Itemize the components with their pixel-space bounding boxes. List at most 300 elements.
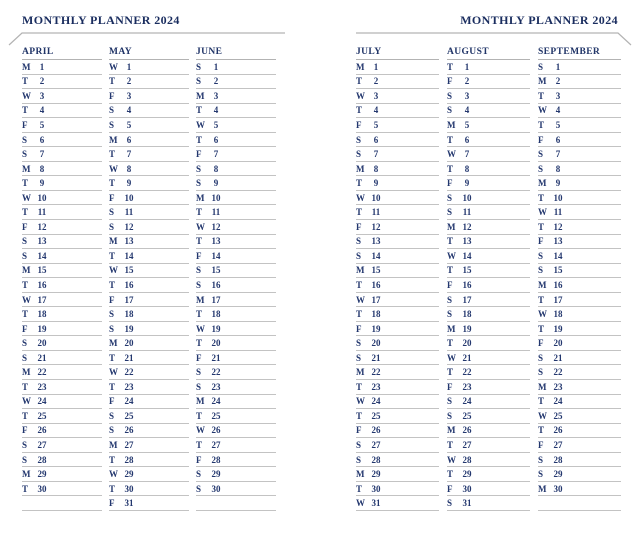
day-number: 22 [211,367,221,378]
day-row [22,395,102,410]
day-letter: S [538,454,544,465]
day-row [109,118,189,133]
day-letter: M [109,236,118,247]
day-letter: W [196,221,205,232]
day-letter: T [356,381,363,392]
day-row [356,307,439,322]
day-row [109,365,189,380]
day-number: 15 [462,265,472,276]
day-number: 18 [371,309,381,320]
day-row [196,322,276,337]
day-number: 9 [213,178,219,189]
day-letter: T [22,207,29,218]
day-row [109,235,189,250]
day-row [538,147,621,162]
day-row [447,60,530,75]
day-number: 10 [211,192,221,203]
day-row [196,336,276,351]
day-row [447,424,530,439]
month-name: SEPTEMBER [538,46,621,60]
day-row [22,409,102,424]
day-number: 17 [462,294,472,305]
day-number: 13 [462,236,472,247]
day-row [356,482,439,497]
day-letter: W [538,207,547,218]
day-number: 8 [555,163,561,174]
day-letter: M [22,367,31,378]
day-row [447,365,530,380]
day-letter: M [22,265,31,276]
month-column-may [109,46,189,511]
day-letter: W [109,265,118,276]
day-row [447,133,530,148]
day-number: 15 [211,265,221,276]
day-number: 10 [124,192,134,203]
day-number: 14 [37,250,47,261]
day-number: 12 [371,221,381,232]
day-letter: F [447,381,453,392]
day-number: 20 [371,338,381,349]
day-row [22,89,102,104]
day-number: 22 [553,367,563,378]
day-row [196,75,276,90]
day-letter: F [196,352,202,363]
day-letter: T [22,381,29,392]
day-row [447,322,530,337]
day-letter: T [22,483,29,494]
day-number: 24 [553,396,563,407]
day-letter: F [356,119,362,130]
day-number: 26 [124,425,134,436]
day-number: 21 [371,352,381,363]
day-number: 8 [464,163,470,174]
day-number: 13 [553,236,563,247]
day-letter: W [196,119,205,130]
day-number: 30 [371,483,381,494]
day-row [447,467,530,482]
day-letter: W [447,454,456,465]
day-row [196,249,276,264]
day-row [196,293,276,308]
day-row [196,89,276,104]
month-column-april [22,46,102,511]
day-letter: S [22,236,28,247]
day-letter: W [538,105,547,116]
day-number: 15 [37,265,47,276]
day-row [447,351,530,366]
day-number: 19 [462,323,472,334]
day-row [356,264,439,279]
page-title-right: MONTHLY PLANNER 2024 [460,13,618,27]
day-row [22,278,102,293]
day-row [22,380,102,395]
day-number: 25 [462,410,472,421]
day-number: 9 [373,178,379,189]
month-name: APRIL [22,46,102,60]
day-letter: M [538,381,547,392]
day-number: 28 [553,454,563,465]
day-number: 23 [462,381,472,392]
day-number: 24 [462,396,472,407]
day-number: 20 [462,338,472,349]
day-letter: S [22,439,28,450]
day-row [538,322,621,337]
day-row [22,75,102,90]
day-row [538,176,621,191]
day-row [538,293,621,308]
day-number: 7 [213,149,219,160]
day-row [22,118,102,133]
day-letter: S [196,279,202,290]
day-row [447,104,530,119]
day-row [356,176,439,191]
day-letter: S [196,163,202,174]
day-number: 7 [464,149,470,160]
day-number: 6 [213,134,219,145]
day-letter: S [538,265,544,276]
day-number: 22 [462,367,472,378]
day-letter: T [109,76,116,87]
day-row [22,220,102,235]
day-number: 13 [37,236,47,247]
day-letter: F [109,498,115,509]
day-number: 10 [553,192,563,203]
day-number: 28 [124,454,134,465]
day-letter: W [22,396,31,407]
day-row [196,453,276,468]
day-letter: F [447,483,453,494]
day-row [22,191,102,206]
day-row [196,409,276,424]
day-row [538,424,621,439]
day-number: 1 [464,61,470,72]
day-number: 29 [211,469,221,480]
day-row [356,89,439,104]
day-letter: T [109,250,116,261]
day-row [538,220,621,235]
day-letter: W [109,163,118,174]
day-row [447,453,530,468]
day-row [447,496,530,511]
day-row [356,118,439,133]
day-letter: F [356,221,362,232]
day-number: 18 [124,309,134,320]
day-number: 26 [371,425,381,436]
day-row [109,293,189,308]
day-number: 4 [464,105,470,116]
day-row [356,162,439,177]
day-letter: W [109,367,118,378]
day-number: 5 [126,119,132,130]
day-row [538,162,621,177]
day-letter: M [196,90,205,101]
day-row [196,351,276,366]
day-number: 28 [462,454,472,465]
day-number: 30 [37,483,47,494]
day-number: 3 [464,90,470,101]
day-row [356,409,439,424]
day-row [447,409,530,424]
day-row [22,438,102,453]
day-number: 14 [462,250,472,261]
day-letter: M [538,178,547,189]
day-row [109,482,189,497]
day-number: 23 [37,381,47,392]
day-number: 12 [37,221,47,232]
day-row [109,307,189,322]
day-letter: T [356,410,363,421]
day-row [447,380,530,395]
day-letter: S [538,367,544,378]
day-number: 21 [462,352,472,363]
day-row [196,104,276,119]
day-letter: W [447,250,456,261]
day-number: 19 [553,323,563,334]
page-title-left: MONTHLY PLANNER 2024 [22,13,180,27]
day-row [538,235,621,250]
day-letter: T [109,352,116,363]
day-row [447,89,530,104]
day-row [196,176,276,191]
day-letter: S [447,498,453,509]
day-letter: W [22,294,31,305]
day-letter: T [538,425,545,436]
day-row [109,336,189,351]
day-row [538,467,621,482]
day-letter: M [22,61,31,72]
day-row [356,322,439,337]
day-letter: T [538,119,545,130]
day-number: 10 [37,192,47,203]
day-letter: S [109,410,115,421]
day-letter: S [447,90,453,101]
day-letter: T [538,396,545,407]
day-number: 27 [553,439,563,450]
day-number: 2 [213,76,219,87]
day-number: 18 [211,309,221,320]
day-row [538,482,621,497]
day-number: 30 [553,483,563,494]
day-number: 7 [126,149,132,160]
day-row [22,205,102,220]
day-number: 27 [124,439,134,450]
day-row [538,60,621,75]
day-letter: W [538,410,547,421]
day-letter: F [538,338,544,349]
day-letter: M [196,294,205,305]
day-number: 18 [553,309,563,320]
day-number: 1 [39,61,45,72]
day-number: 19 [37,323,47,334]
day-row [22,453,102,468]
day-number: 23 [211,381,221,392]
day-letter: T [447,265,454,276]
day-letter: S [22,250,28,261]
day-letter: T [447,134,454,145]
day-letter: W [109,61,118,72]
day-row [109,438,189,453]
day-letter: S [356,439,362,450]
day-letter: S [538,352,544,363]
day-row-blank [22,496,102,511]
day-letter: S [356,454,362,465]
day-letter: T [356,207,363,218]
day-number: 3 [126,90,132,101]
day-number: 17 [124,294,134,305]
day-number: 27 [371,439,381,450]
day-letter: T [109,178,116,189]
day-letter: M [447,425,456,436]
day-row [447,336,530,351]
day-row [196,395,276,410]
day-row [538,438,621,453]
day-number: 26 [553,425,563,436]
day-letter: T [109,483,116,494]
day-letter: T [538,221,545,232]
day-row [22,293,102,308]
day-number: 8 [39,163,45,174]
day-letter: T [356,483,363,494]
day-row [356,60,439,75]
day-row [447,264,530,279]
day-number: 24 [211,396,221,407]
day-row [22,133,102,148]
day-number: 19 [124,323,134,334]
day-number: 25 [211,410,221,421]
day-number: 21 [37,352,47,363]
day-row [22,162,102,177]
day-number: 26 [462,425,472,436]
day-letter: W [538,309,547,320]
day-letter: M [356,61,365,72]
day-number: 26 [37,425,47,436]
day-number: 16 [553,279,563,290]
day-letter: T [356,309,363,320]
day-row [22,104,102,119]
day-row [447,293,530,308]
day-row [196,380,276,395]
day-letter: T [22,105,29,116]
day-letter: S [447,192,453,203]
day-letter: S [196,483,202,494]
day-number: 1 [213,61,219,72]
day-letter: T [196,134,203,145]
day-number: 21 [124,352,134,363]
day-row [109,89,189,104]
day-letter: S [196,265,202,276]
day-number: 30 [462,483,472,494]
day-letter: S [447,207,453,218]
day-row [447,205,530,220]
day-number: 25 [371,410,381,421]
day-number: 16 [371,279,381,290]
day-row [22,264,102,279]
day-letter: T [356,105,363,116]
day-row [22,336,102,351]
day-number: 13 [371,236,381,247]
day-row [109,278,189,293]
day-number: 9 [555,178,561,189]
day-row [538,365,621,380]
day-letter: F [109,90,115,101]
day-letter: T [356,279,363,290]
day-letter: W [356,396,365,407]
day-letter: S [196,61,202,72]
month-column-june [196,46,276,511]
day-number: 21 [553,352,563,363]
day-letter: F [196,454,202,465]
day-letter: M [447,119,456,130]
day-row [356,205,439,220]
day-letter: S [447,396,453,407]
day-letter: M [356,367,365,378]
day-letter: F [22,221,28,232]
day-letter: F [356,323,362,334]
day-number: 5 [464,119,470,130]
day-number: 5 [555,119,561,130]
day-row [109,191,189,206]
day-row [538,409,621,424]
month-column-august [447,46,530,511]
day-letter: F [538,439,544,450]
day-number: 6 [464,134,470,145]
day-row [109,467,189,482]
day-row [109,176,189,191]
day-row [447,162,530,177]
day-row [22,365,102,380]
day-row [196,438,276,453]
day-row [109,264,189,279]
day-number: 5 [213,119,219,130]
day-row [447,75,530,90]
day-row [109,322,189,337]
day-row [196,482,276,497]
day-row [22,482,102,497]
day-number: 8 [373,163,379,174]
day-row [356,104,439,119]
day-letter: M [538,279,547,290]
day-number: 19 [371,323,381,334]
day-row [447,249,530,264]
day-letter: S [447,105,453,116]
day-letter: M [356,469,365,480]
day-row [356,278,439,293]
day-number: 12 [462,221,472,232]
day-row [109,162,189,177]
day-letter: T [196,439,203,450]
day-letter: S [447,294,453,305]
day-letter: F [196,250,202,261]
day-row [356,220,439,235]
day-row [447,235,530,250]
day-row [538,104,621,119]
day-row [196,220,276,235]
month-name: MAY [109,46,189,60]
header-rule-right-with-fold [355,31,635,47]
day-letter: T [447,367,454,378]
day-letter: W [196,323,205,334]
day-row [109,453,189,468]
day-letter: F [22,119,28,130]
day-number: 3 [39,90,45,101]
day-row [356,133,439,148]
day-number: 10 [371,192,381,203]
day-letter: F [538,236,544,247]
day-number: 2 [126,76,132,87]
day-number: 27 [211,439,221,450]
day-number: 25 [553,410,563,421]
day-letter: T [109,381,116,392]
